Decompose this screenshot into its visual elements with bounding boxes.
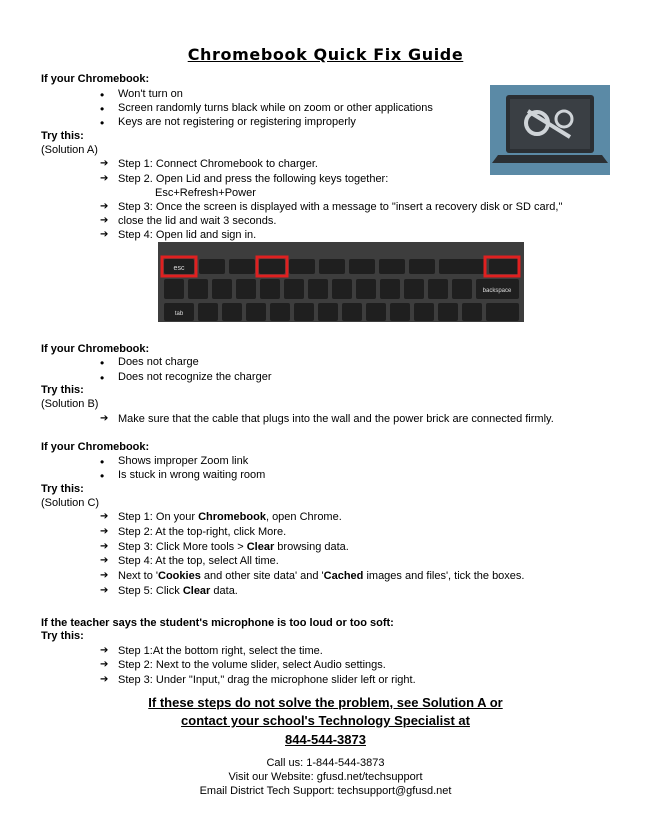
backspace-key-label: backspace — [482, 288, 512, 294]
footer-phone-bold: 844-544-3873 — [285, 732, 366, 747]
section3-solution: (Solution C) — [41, 497, 100, 509]
list-item: • Does not recognize the charger — [118, 371, 271, 383]
footer-call: Call us: 1-844-544-3873 — [266, 757, 385, 769]
list-item: ➔ Step 3: Once the screen is displayed with a message to "insert a recovery disk or SD card," — [118, 201, 562, 213]
section2-try: Try this: — [41, 384, 84, 396]
laptop-settings-image — [490, 85, 610, 175]
list-item: • Screen randomly turns black while on zoom or other applications — [118, 102, 433, 114]
list-item: • Shows improper Zoom link — [118, 455, 248, 467]
section4-try: Try this: — [41, 630, 84, 642]
footer-notice-line1: If these steps do not solve the problem, see Solution A or — [148, 695, 503, 710]
footer-website[interactable]: Visit our Website: gfusd.net/techsupport — [228, 771, 423, 783]
section3-heading: If your Chromebook: — [41, 441, 150, 453]
list-item: ➔ Step 3: Click More tools > Clear browsing data. — [118, 541, 349, 553]
tab-key-label: tab — [174, 311, 184, 317]
section1-try: Try this: — [41, 130, 84, 142]
list-item: ➔ Step 2. Open Lid and press the following keys together: — [118, 173, 388, 185]
footer-email[interactable]: Email District Tech Support: techsupport@gfusd.net — [199, 785, 452, 797]
key-combo: Esc+Refresh+Power — [155, 187, 256, 199]
list-item: • Won't turn on — [118, 88, 183, 100]
list-item: ➔ Step 1: Connect Chromebook to charger. — [118, 158, 318, 170]
list-item: ➔ Step 1: On your Chromebook, open Chrome. — [118, 511, 342, 523]
esc-key-label: esc — [173, 265, 185, 272]
list-item: ➔ Step 5: Click Clear data. — [118, 585, 238, 597]
list-item: ➔ Step 3: Under "Input," drag the microphone slider left or right. — [118, 674, 416, 686]
list-item: ➔ Step 2: Next to the volume slider, select Audio settings. — [118, 659, 386, 671]
list-item: ➔ Step 4: Open lid and sign in. — [118, 229, 256, 241]
list-item: • Is stuck in wrong waiting room — [118, 469, 265, 481]
section1-solution: (Solution A) — [41, 144, 98, 156]
section4-heading: If the teacher says the student's microphone is too loud or too soft: — [41, 617, 394, 629]
section2-solution: (Solution B) — [41, 398, 99, 410]
list-item: • Keys are not registering or registering improperly — [118, 116, 356, 128]
list-item: ➔ Step 1:At the bottom right, select the time. — [118, 645, 323, 657]
list-item: ➔ Next to 'Cookies and other site data' and 'Cached images and files', tick the boxes. — [118, 570, 524, 582]
section2-heading: If your Chromebook: — [41, 343, 150, 355]
list-item: ➔ Make sure that the cable that plugs into the wall and the power brick are connected firmly. — [118, 413, 554, 425]
section3-try: Try this: — [41, 483, 84, 495]
footer-notice-line2: contact your school's Technology Specialist at — [181, 713, 470, 728]
section1-heading: If your Chromebook: — [41, 73, 150, 85]
list-item: • Does not charge — [118, 356, 199, 368]
list-item: ➔ Step 4: At the top, select All time. — [118, 555, 279, 567]
list-item: ➔ close the lid and wait 3 seconds. — [118, 215, 276, 227]
list-item: ➔ Step 2: At the top-right, click More. — [118, 526, 286, 538]
keyboard-image — [158, 242, 524, 322]
page-title: Chromebook Quick Fix Guide — [187, 45, 464, 64]
